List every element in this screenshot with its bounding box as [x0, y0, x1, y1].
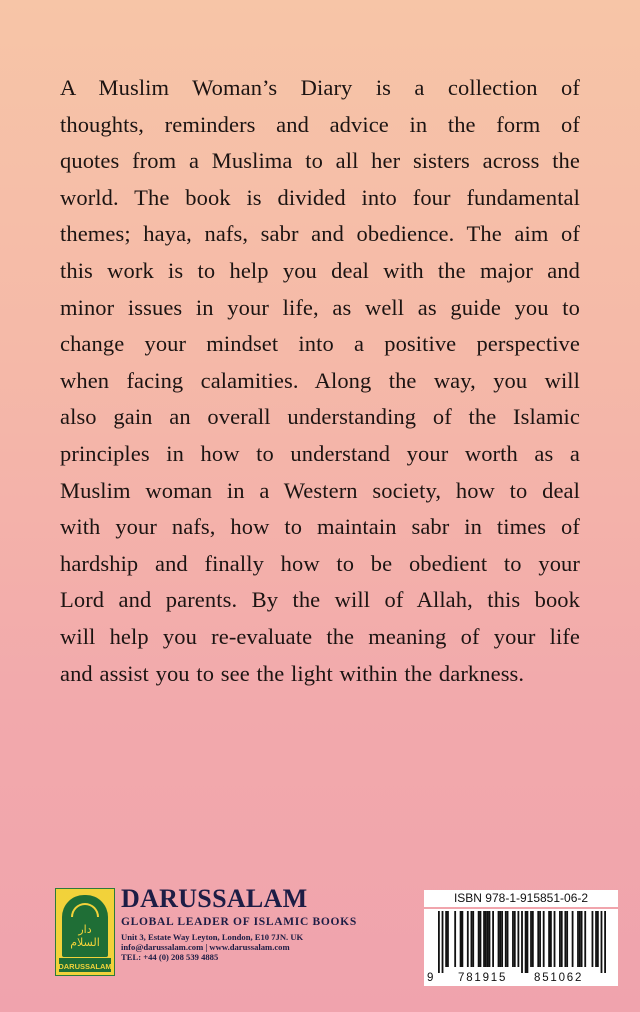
- logo-label: DARUSSALAM: [58, 962, 112, 971]
- barcode-digits-right: 851062: [534, 972, 584, 984]
- barcode-bar: [480, 911, 482, 967]
- barcode-bar: [592, 911, 594, 967]
- barcode-bar: [501, 911, 503, 967]
- barcode-bar: [521, 911, 523, 973]
- blurb-line: with your nafs, how to maintain sabr in times of: [60, 514, 580, 540]
- barcode-bar: [566, 911, 568, 967]
- barcode-bar: [467, 911, 469, 967]
- publisher-tagline: GLOBAL LEADER OF ISLAMIC BOOKS: [121, 916, 357, 928]
- barcode-bar: [550, 911, 552, 967]
- isbn-label: ISBN 978-1-915851-06-2: [424, 890, 618, 907]
- barcode-bar: [498, 911, 500, 967]
- barcode-bar: [604, 911, 606, 973]
- blurb-line: and assist you to see the light within the darkness.: [60, 660, 525, 686]
- barcode-bar: [487, 911, 489, 967]
- publisher-tel: TEL: +44 (0) 208 539 4885: [121, 952, 219, 962]
- barcode-bar: [461, 911, 463, 967]
- barcode-digits-left: 781915: [458, 972, 508, 984]
- blurb-line: this work is to help you deal with the major and: [60, 257, 580, 283]
- blurb-line: thoughts, reminders and advice in the form of: [60, 111, 580, 137]
- barcode-bar: [525, 911, 527, 973]
- barcode-bar: [483, 911, 485, 967]
- blurb-line: will help you re-evaluate the meaning of your life: [60, 623, 580, 649]
- blurb-line: Lord and parents. By the will of Allah, this book: [60, 587, 580, 613]
- barcode-bar: [512, 911, 514, 967]
- barcode-digit-lead: 9: [427, 972, 434, 984]
- barcode-bar: [438, 911, 440, 973]
- barcode-bar: [595, 911, 597, 967]
- barcode-bar: [530, 911, 532, 967]
- barcode-bar: [548, 911, 550, 967]
- barcode-bars: [438, 911, 606, 973]
- barcode-bar: [507, 911, 509, 967]
- barcode-bar: [572, 911, 574, 967]
- blurb-line: also gain an overall understanding of the Islamic: [60, 404, 580, 430]
- blurb-line: quotes from a Muslima to all her sisters across the: [60, 148, 580, 174]
- barcode-bar: [577, 911, 579, 967]
- barcode-bar: [442, 911, 444, 973]
- barcode-bar: [505, 911, 507, 967]
- barcode-bar: [559, 911, 561, 967]
- barcode-bar: [454, 911, 456, 967]
- barcode-bar: [579, 911, 581, 967]
- blurb-line: Muslim woman in a Western society, how to deal: [60, 477, 580, 503]
- barcode-bar: [499, 911, 501, 967]
- blurb-line: minor issues in your life, as well as guide you to: [60, 294, 580, 320]
- barcode-bar: [478, 911, 480, 967]
- blurb-line: principles in how to understand your worth as a: [60, 440, 580, 466]
- publisher-address: Unit 3, Estate Way Leyton, London, E10 7JN. UK: [121, 932, 304, 942]
- barcode-bar: [447, 911, 449, 967]
- barcode-bar: [527, 911, 529, 973]
- barcode-bar: [601, 911, 603, 973]
- barcode-bar: [514, 911, 516, 967]
- barcode-bar: [471, 911, 473, 967]
- barcode-bar: [445, 911, 447, 967]
- blurb-line: themes; haya, nafs, sabr and obedience. The aim of: [60, 221, 580, 247]
- barcode-bar: [492, 911, 494, 967]
- barcode-bar: [581, 911, 583, 967]
- barcode-bar: [460, 911, 462, 967]
- barcode-bar: [485, 911, 487, 967]
- darussalam-logo: [55, 888, 115, 976]
- barcode-bar: [564, 911, 566, 967]
- publisher-name: DARUSSALAM: [121, 884, 308, 913]
- barcode-bar: [489, 911, 491, 967]
- publisher-block: [55, 884, 375, 984]
- blurb-line: world. The book is divided into four fundamental: [60, 184, 580, 210]
- barcode-bar: [539, 911, 541, 967]
- blurb-line: change your mindset into a positive perspective: [60, 331, 580, 357]
- back-cover-blurb: [60, 70, 580, 692]
- barcode-bar: [517, 911, 519, 967]
- barcode-bar: [532, 911, 534, 967]
- barcode-bar: [472, 911, 474, 967]
- barcode-bar: [543, 911, 545, 967]
- blurb-line: hardship and finally how to be obedient to your: [60, 550, 580, 576]
- barcode-digits: [424, 970, 618, 986]
- barcode-bar: [554, 911, 556, 967]
- blurb-line: when facing calamities. Along the way, you will: [60, 367, 580, 393]
- blurb-line: A Muslim Woman’s Diary is a collection of: [60, 75, 580, 100]
- barcode-bar: [584, 911, 586, 967]
- barcode-bar: [537, 911, 539, 967]
- isbn-barcode: [424, 890, 618, 986]
- publisher-web: info@darussalam.com | www.darussalam.com: [121, 942, 290, 952]
- logo-arabic-script: دار السلام: [70, 923, 100, 949]
- barcode-bar: [597, 911, 599, 967]
- barcode-bar: [561, 911, 563, 967]
